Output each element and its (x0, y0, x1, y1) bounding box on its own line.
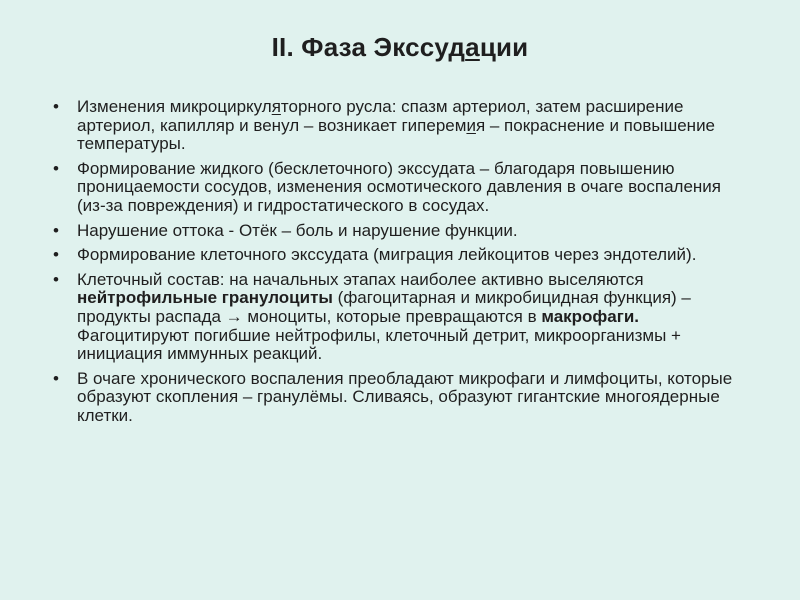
bullet-item-microcirculation (52, 98, 752, 154)
bullet-item-cell-composition (52, 271, 752, 364)
bullet-5-text-3: Фагоцитируют погибшие нейтрофилы, клеточный детрит, микроорганизмы + инициация иммунных реакций. (77, 325, 681, 364)
bullet-5-text-2: (фагоцитарная и микробицидная функция) – продукты распада → моноциты, которые превращаются в (77, 288, 691, 326)
bullet-1-underlined-1: я (271, 97, 281, 116)
bullet-item-chronic-inflammation (52, 370, 752, 426)
bullet-item-cellular-exudate (52, 246, 752, 265)
title-underlined-letter: а (465, 32, 480, 62)
bullet-1-text-3: я – покраснение и повышение температуры. (77, 115, 716, 154)
bullet-1-underlined-2: и (466, 115, 476, 135)
bullet-dot-icon: • (53, 220, 59, 240)
bullet-1-text-1: Изменения микроциркул (77, 97, 272, 116)
bullet-6-text: В очаге хронического воспаления преобладают микрофаги и лимфоциты, которые образуют скопления – гранулёмы. Сливаясь, образуют гигантские многоядерные клетки. (77, 368, 733, 425)
bullet-5-text-1: Клеточный состав: на начальных этапах наиболее активно выселяются (77, 269, 644, 289)
bullet-1-text-2: торного русла: спазм артериол, затем расширение артериол, капилляр и венул – возникает гиперем (77, 97, 684, 135)
bullet-2-text: Формирование жидкого (бесклеточного) экссудата – благодаря повышению проницаемости сосудов, изменения осмотического давления в очаге воспаления (из-за повреждения) и гидростатического в сосудах. (77, 158, 721, 215)
bullet-5-bold-neutrophils: нейтрофильные гранулоциты (77, 288, 333, 308)
bullet-list (52, 98, 752, 432)
bullet-item-fluid-exudate (52, 160, 752, 216)
bullet-dot-icon: • (53, 245, 59, 265)
bullet-3-text: Нарушение оттока - Отёк – боль и нарушение функции. (77, 220, 518, 240)
bullet-dot-icon: • (53, 97, 59, 116)
bullet-4-text: Формирование клеточного экссудата (миграция лейкоцитов через эндотелий). (77, 245, 697, 265)
bullet-dot-icon: • (53, 158, 59, 178)
bullet-dot-icon: • (53, 368, 59, 388)
bullet-item-edema (52, 222, 752, 241)
title-part-1: II. Фаза Экссуд (271, 32, 466, 62)
slide-title (0, 32, 800, 62)
bullet-5-bold-macrophages: макрофаги. (541, 306, 640, 326)
bullet-dot-icon: • (53, 269, 59, 289)
title-part-2: ции (479, 32, 529, 62)
